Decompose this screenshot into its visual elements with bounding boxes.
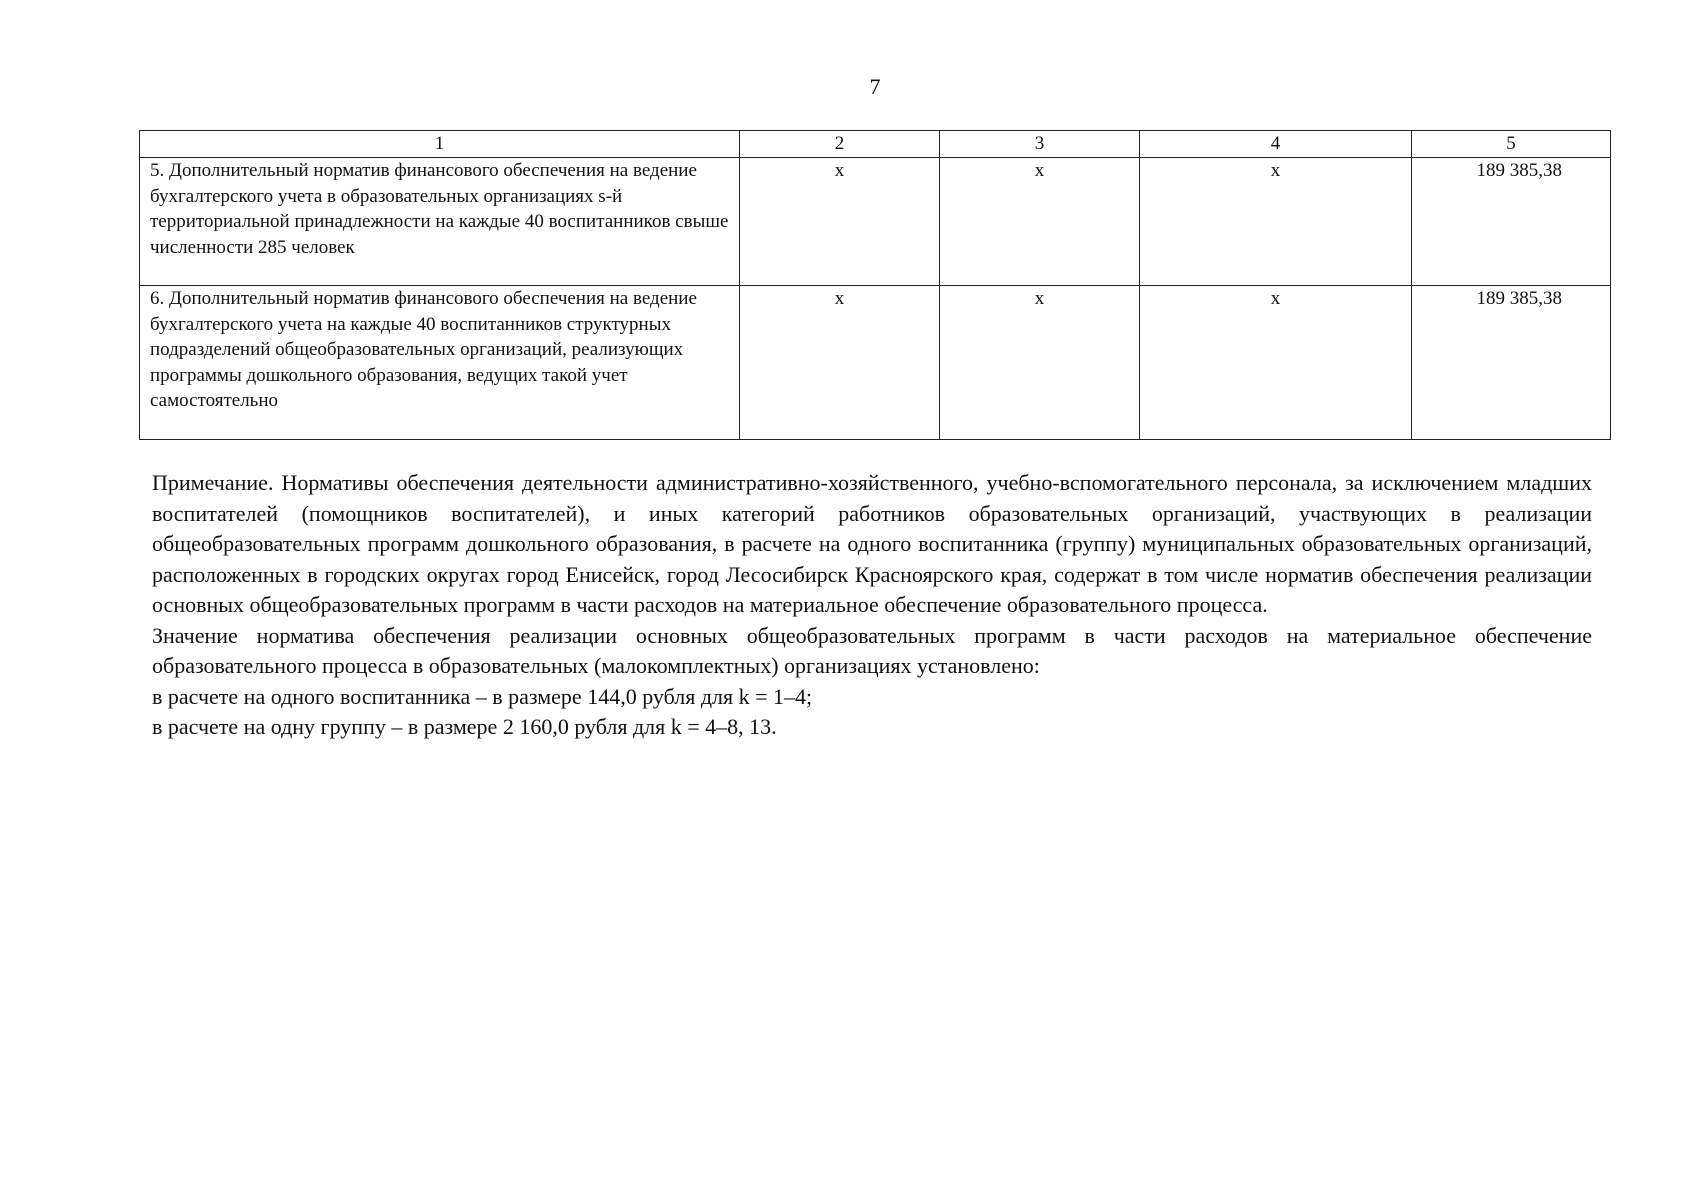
notes-section xyxy=(152,468,1592,743)
norm-value-per-pupil: в расчете на одного воспитанника – в размере 144,0 рубля для k = 1–4; xyxy=(152,683,813,709)
norm-value-paragraph: Значение норматива обеспечения реализации основных общеобразовательных программ в части расходов на материальное обеспечение образовательного процесса в образовательных (малокомплектных) организациях установлено: xyxy=(152,622,1592,678)
table-row xyxy=(140,158,1611,286)
row-col4-value: х xyxy=(1140,158,1412,286)
row-description: 5. Дополнительный норматив финансового обеспечения на ведение бухгалтерского учета в образовательных организациях s-й территориальной принадлежности на каждые 40 воспитанников свыше численности 285 человек xyxy=(140,158,740,286)
note-paragraph: Примечание. Нормативы обеспечения деятельности административно-хозяйственного, учебно-вспомогательного персонала, за исключением младших воспитателей (помощников воспитателей), и иных категорий работников образовательных организаций, участвующих в реализации общеобразовательных программ дошкольного образования, в расчете на одного воспитанника (группу) муниципальных образовательных организаций, расположенных в городских округах город Енисейск, город Лесосибирск Красноярского края, содержат в том числе норматив обеспечения реализации основных общеобразовательных программ в части расходов на материальное обеспечение образовательного процесса. xyxy=(152,470,1592,617)
row-col5-value: 189 385,38 xyxy=(1412,286,1611,440)
table-header-cell-1: 1 xyxy=(140,131,740,158)
norm-value-per-group: в расчете на одну группу – в размере 2 160,0 рубля для k = 4–8, 13. xyxy=(152,714,777,739)
row-description: 6. Дополнительный норматив финансового обеспечения на ведение бухгалтерского учета на каждые 40 воспитанников структурных подразделений общеобразовательных организаций, реализующих программы дошкольного образования, ведущих такой учет самостоятельно xyxy=(140,286,740,440)
row-col2-value: х xyxy=(740,158,940,286)
table-header-row xyxy=(140,131,1611,158)
table-header-cell-5: 5 xyxy=(1412,131,1611,158)
row-col5-value: 189 385,38 xyxy=(1412,158,1611,286)
table-header-cell-2: 2 xyxy=(740,131,940,158)
table-row xyxy=(140,286,1611,440)
normatives-table xyxy=(139,130,1611,440)
table-header-cell-4: 4 xyxy=(1140,131,1412,158)
table-header-cell-3: 3 xyxy=(940,131,1140,158)
row-col3-value: х xyxy=(940,158,1140,286)
row-col3-value: х xyxy=(940,286,1140,440)
row-col2-value: х xyxy=(740,286,940,440)
page-number: 7 xyxy=(869,74,881,99)
row-col4-value: х xyxy=(1140,286,1412,440)
